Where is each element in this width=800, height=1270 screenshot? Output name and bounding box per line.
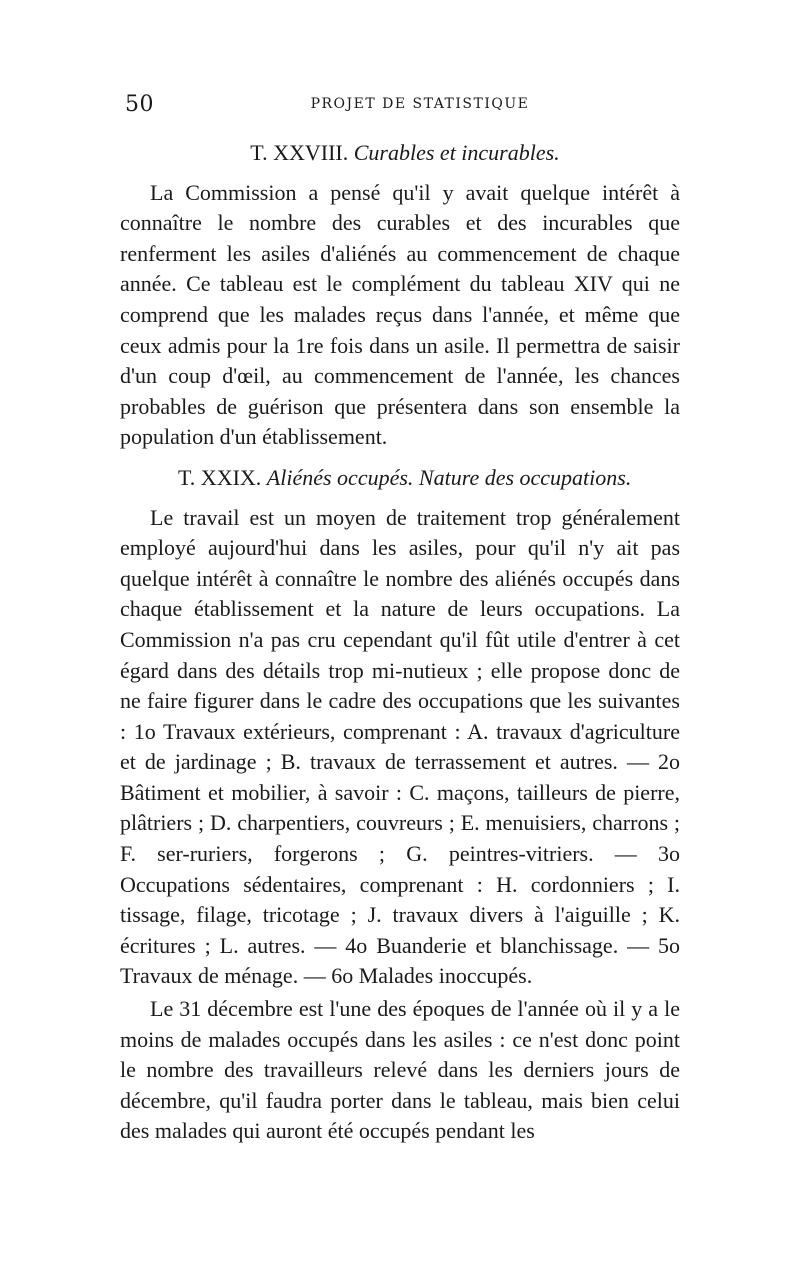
paragraph: Le travail est un moyen de traitement trop généralement employé aujourd'hui dans les asiles, pour qu'il n'y ait pas quelque intérêt à connaître le nombre des aliénés occupés dans chaque établissement et la nature de leurs occupations. La Commission n'a pas cru cependant qu'il fût utile d'entrer à cet égard dans des détails trop mi-nutieux ; elle propose donc de ne faire figurer dans le cadre des occupations que les suivantes : 1o Travaux extérieurs, comprenant : A. travaux d'agriculture et de jardinage ; B. travaux de terrassement et autres. — 2o Bâtiment et mobilier, à savoir : C. maçons, tailleurs de pierre, plâtriers ; D. charpentiers, couvreurs ; E. menuisiers, charrons ; F. ser-ruriers, forgerons ; G. peintres-vitriers. — 3o Occupations sédentaires, comprenant : H. cordonniers ; I. tissage, filage, tricotage ; J. travaux divers à l'aiguille ; K. écritures ; L. autres. — 4o Buanderie et blanchissage. — 5o Travaux de ménage. — 6o Malades inoccupés.: [120, 504, 680, 989]
page-body: [120, 138, 680, 1147]
section-heading-xxix: [120, 463, 680, 494]
section-number: T. XXVIII.: [250, 140, 349, 165]
running-head: [125, 92, 675, 122]
section-number: T. XXIX.: [178, 464, 262, 490]
paragraph: La Commission a pensé qu'il y avait quelque intérêt à connaître le nombre des curables et des incurables que renferment les asiles d'aliénés au commencement de chaque année. Ce tableau est le complément du tableau XIV qui ne comprend que les malades reçus dans l'année, et même que ceux admis pour la 1re fois dans un asile. Il permettra de saisir d'un coup d'œil, au commencement de l'année, les chances probables de guérison que présentera dans son ensemble la population d'un établissement.: [120, 179, 680, 450]
paragraph: Le 31 décembre est l'une des époques de l'année où il y a le moins de malades occupés dans les asiles : ce n'est donc point le nombre des travailleurs relevé dans les derniers jours de décembre, qu'il faudra porter dans le tableau, mais bien celui des malades qui auront été occupés pendant les: [120, 996, 680, 1144]
section-title: Aliénés occupés. Nature des occupations.: [266, 464, 632, 490]
section-title: Curables et incurables.: [353, 140, 560, 165]
section-heading-xxviii: [120, 138, 680, 169]
running-title: PROJET DE STATISTIQUE: [310, 96, 530, 112]
page-number: 50: [125, 92, 154, 117]
